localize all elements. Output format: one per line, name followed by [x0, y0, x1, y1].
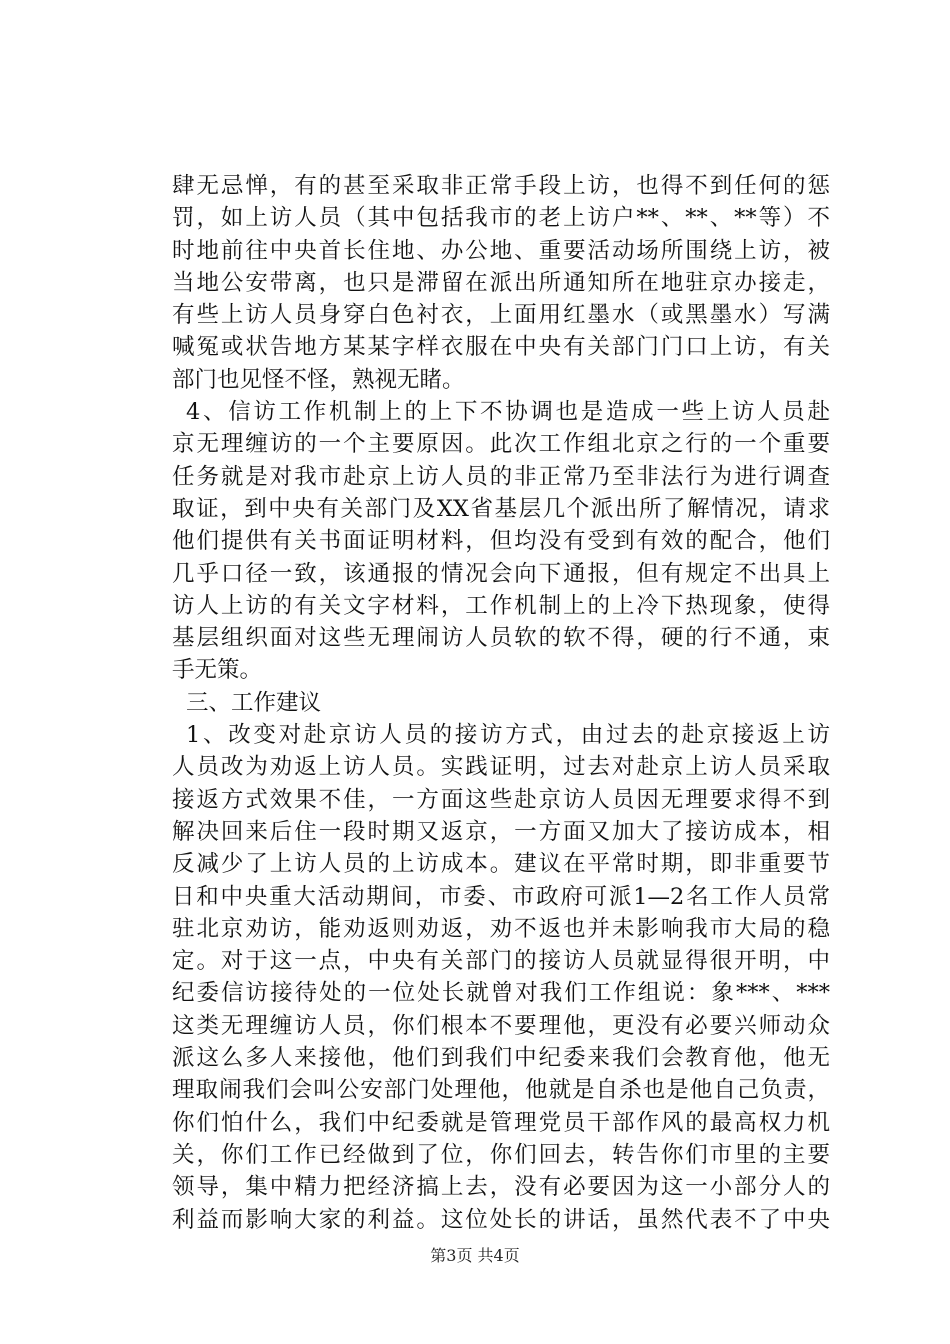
text-line: 基层组织面对这些无理闹访人员软的软不得，硬的行不通，束: [172, 625, 830, 652]
body-text: [172, 170, 830, 1236]
text-line: 当地公安带离，也只是滞留在派出所通知所在地驻京办接走，: [172, 269, 830, 296]
text-line: 罚，如上访人员（其中包括我市的老上访户**、**、**等）不: [172, 205, 830, 232]
text-line: 解决回来后住一段时期又返京，一方面又加大了接访成本，相: [172, 818, 830, 845]
text-line: 定。对于这一点，中央有关部门的接访人员就显得很开明，中: [172, 948, 830, 975]
text-line: 纪委信访接待处的一位处长就曾对我们工作组说：象***、***: [172, 980, 830, 1007]
text-line: 这类无理缠访人员，你们根本不要理他，更没有必要兴师动众: [172, 1012, 830, 1039]
text-line: 手无策。: [172, 657, 263, 684]
paragraph-start-line: 4、信访工作机制上的上下不协调也是造成一些上访人员赴: [186, 399, 830, 426]
text-line: 京无理缠访的一个主要原因。此次工作组北京之行的一个重要: [172, 431, 830, 458]
text-line: 反减少了上访人员的上访成本。建议在平常时期，即非重要节: [172, 851, 830, 878]
page-footer: [0, 1243, 950, 1266]
text-line: 他们提供有关书面证明材料，但均没有受到有效的配合，他们: [172, 528, 830, 555]
text-line: 有些上访人员身穿白色衬衣，上面用红墨水（或黑墨水）写满: [172, 302, 830, 329]
text-line: 任务就是对我市赴京上访人员的非正常乃至非法行为进行调查: [172, 463, 830, 490]
text-line: 领导，集中精力把经济搞上去，没有必要因为这一小部分人的: [172, 1174, 830, 1201]
text-line: 理取闹我们会叫公安部门处理他，他就是自杀也是他自己负责，: [172, 1077, 830, 1104]
text-line: 肆无忌惮，有的甚至采取非正常手段上访，也得不到任何的惩: [172, 173, 830, 199]
text-line: 访人上访的有关文字材料，工作机制上的上冷下热现象，使得: [172, 592, 830, 619]
text-line: 喊冤或状告地方某某字样衣服在中央有关部门门口上访，有关: [172, 334, 830, 361]
text-line: 部门也见怪不怪，熟视无睹。: [172, 366, 465, 393]
text-line: 几乎口径一致，该通报的情况会向下通报，但有规定不出具上: [172, 560, 830, 587]
text-line: 你们怕什么，我们中纪委就是管理党员干部作风的最高权力机: [172, 1109, 830, 1136]
text-line: 人员改为劝返上访人员。实践证明，过去对赴京上访人员采取: [172, 754, 830, 781]
text-line: 驻北京劝访，能劝返则劝返，劝不返也并未影响我市大局的稳: [172, 915, 830, 942]
text-line: 关，你们工作已经做到了位，你们回去，转告你们市里的主要: [172, 1141, 830, 1168]
paragraph-start-line: 1、改变对赴京访人员的接访方式，由过去的赴京接返上访: [186, 722, 830, 749]
text-line: 日和中央重大活动期间，市委、市政府可派1—2名工作人员常: [172, 883, 830, 910]
text-line: 取证，到中央有关部门及XX省基层几个派出所了解情况，请求: [172, 495, 830, 522]
text-line: 利益而影响大家的利益。这位处长的讲话，虽然代表不了中央: [172, 1206, 830, 1233]
text-line: 接返方式效果不佳，一方面这些赴京访人员因无理要求得不到: [172, 786, 830, 813]
text-line: 派这么多人来接他，他们到我们中纪委来我们会教育他，他无: [172, 1045, 830, 1072]
page-number-label: 第3页 共4页: [430, 1246, 520, 1265]
text-line: 时地前往中央首长住地、办公地、重要活动场所围绕上访，被: [172, 237, 830, 264]
section-heading: 三、工作建议: [186, 689, 322, 716]
